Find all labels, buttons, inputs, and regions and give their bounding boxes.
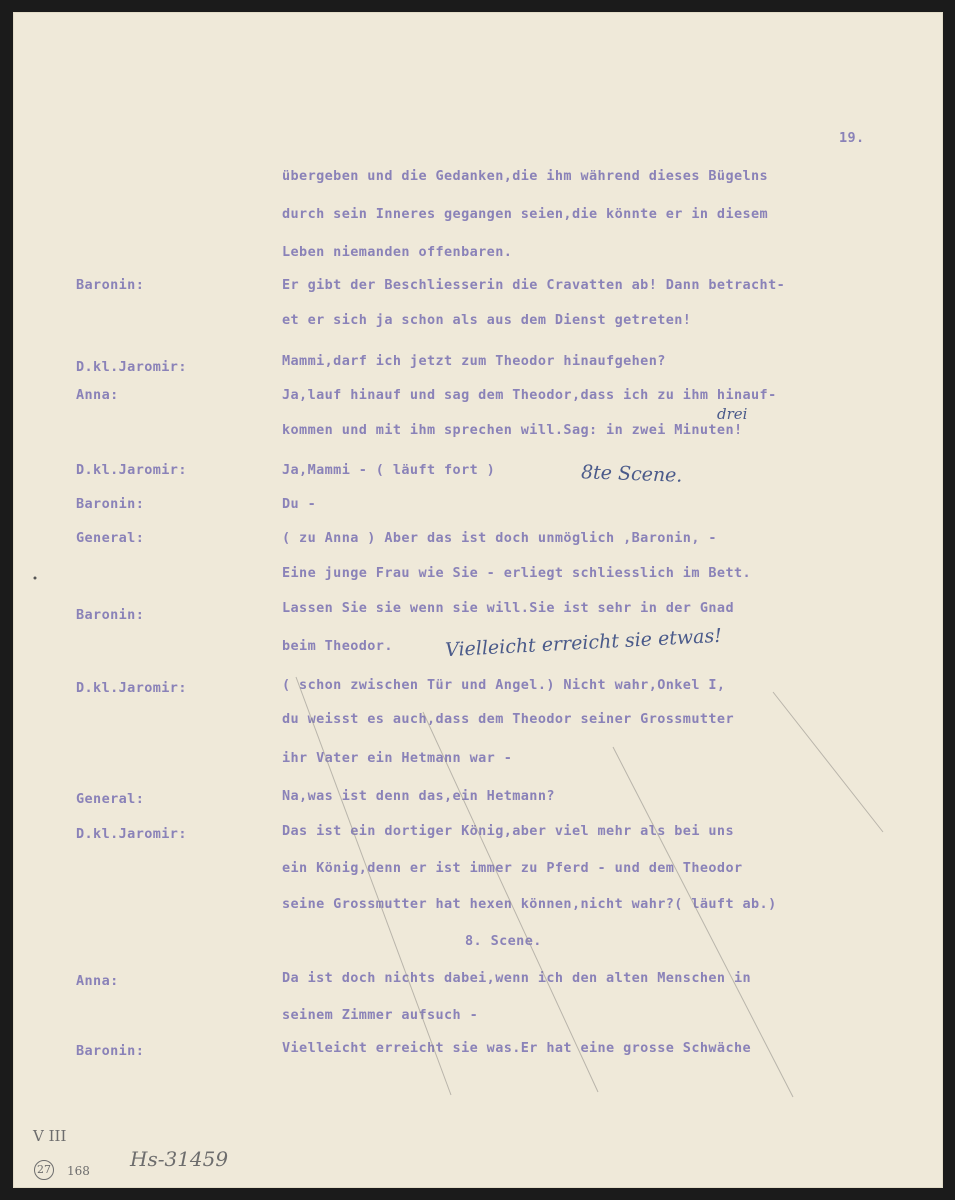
text-line: Er gibt der Beschliesserin die Cravatten ab! Dann betracht- — [282, 277, 786, 293]
handwritten-margin-note: Vielleicht erreicht sie etwas! — [444, 624, 723, 662]
text-line: Ja,lauf hinauf und sag dem Theodor,dass ich zu ihm hinauf- — [282, 387, 777, 403]
text-line: Da ist doch nichts dabei,wenn ich den alten Menschen in — [282, 970, 752, 986]
speaker-label: D.kl.Jaromir: — [76, 462, 187, 478]
handwritten-correction: drei — [717, 405, 748, 423]
speaker-label: Baronin: — [76, 277, 145, 293]
text-line: Mammi,darf ich jetzt zum Theodor hinaufgehen? — [282, 353, 666, 369]
pencil-strokes — [13, 12, 943, 1188]
text-line: Vielleicht erreicht sie was.Er hat eine grosse Schwäche — [282, 1040, 752, 1056]
text-line: ( schon zwischen Tür und Angel.) Nicht wahr,Onkel I, — [282, 677, 726, 693]
text-line: Du - — [282, 496, 317, 512]
speaker-label: Anna: — [76, 973, 119, 989]
archive-signature: Hs-31459 — [130, 1147, 229, 1171]
text-line: seine Grossmutter hat hexen können,nicht wahr?( läuft ab.) — [282, 896, 777, 912]
archive-circled-mark: 27 — [34, 1160, 54, 1180]
pencil-stroke — [296, 677, 451, 1095]
pencil-stroke — [773, 692, 883, 832]
text-line: übergeben und die Gedanken,die ihm während dieses Bügelns — [282, 168, 769, 184]
text-line: ein König,denn er ist immer zu Pferd - und dem Theodor — [282, 860, 743, 876]
text-line: ihr Vater ein Hetmann war - — [282, 750, 513, 766]
speaker-label: Baronin: — [76, 496, 145, 512]
text-line: kommen und mit ihm sprechen will.Sag: in zwei Minuten! — [282, 422, 743, 438]
text-line: ( zu Anna ) Aber das ist doch unmöglich ,Baronin, - — [282, 530, 717, 546]
text-line: Lassen Sie sie wenn sie will.Sie ist sehr in der Gnad — [282, 600, 734, 616]
text-line: Das ist ein dortiger König,aber viel mehr als bei uns — [282, 823, 734, 839]
speaker-label: General: — [76, 530, 145, 546]
archive-folio-mark: 168 — [67, 1164, 90, 1178]
text-line: durch sein Inneres gegangen seien,die könnte er in diesem — [282, 206, 769, 222]
archive-roman-mark: V III — [33, 1127, 67, 1145]
page-number: 19. — [839, 130, 865, 146]
text-line: Eine junge Frau wie Sie - erliegt schliesslich im Bett. — [282, 565, 752, 581]
ink-dot — [34, 577, 37, 580]
text-line: et er sich ja schon als aus dem Dienst getreten! — [282, 312, 692, 328]
speaker-label: Baronin: — [76, 607, 145, 623]
speaker-label: Anna: — [76, 387, 119, 403]
text-line: Na,was ist denn das,ein Hetmann? — [282, 788, 555, 804]
speaker-label: D.kl.Jaromir: — [76, 680, 187, 696]
pencil-stroke — [613, 747, 793, 1097]
handwritten-scene-note: 8te Scene. — [580, 461, 683, 487]
text-line: beim Theodor. — [282, 638, 393, 654]
speaker-label: General: — [76, 791, 145, 807]
scene-heading: 8. Scene. — [465, 933, 542, 949]
speaker-label: D.kl.Jaromir: — [76, 826, 187, 842]
speaker-label: D.kl.Jaromir: — [76, 359, 187, 375]
text-line: seinem Zimmer aufsuch - — [282, 1007, 479, 1023]
text-line: du weisst es auch,dass dem Theodor seiner Grossmutter — [282, 711, 734, 727]
text-line: Leben niemanden offenbaren. — [282, 244, 513, 260]
text-line: Ja,Mammi - ( läuft fort ) — [282, 462, 496, 478]
speaker-label: Baronin: — [76, 1043, 145, 1059]
document-page — [13, 12, 943, 1188]
pencil-stroke — [423, 712, 598, 1092]
